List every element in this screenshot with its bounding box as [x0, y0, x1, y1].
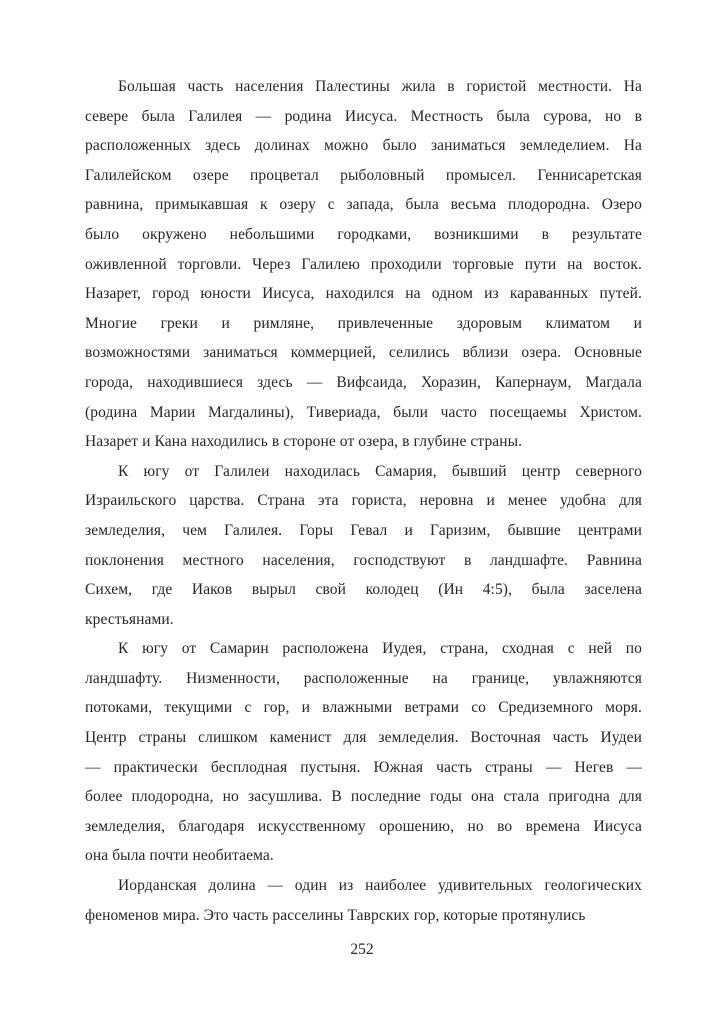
text-line: земледелия, чем Галилея. Горы Гевал и Гаризим, бывшие центрами [85, 521, 642, 539]
paragraph [85, 871, 642, 930]
text-line: Многие греки и римляне, привлеченные здоровым климатом и [85, 314, 642, 332]
text-line: было окружено небольшими городками, возникшими в результате [85, 225, 642, 243]
text-line: земледелия, благодаря искусственному орошению, но во времена Иисуса [85, 817, 642, 835]
text-line: равнина, примыкавшая к озеру с запада, была весьма плодородна. Озеро [85, 196, 642, 214]
text-line: Большая часть населения Палестины жила в гористой местности. На [118, 78, 642, 95]
page-number: 252 [350, 941, 374, 958]
text-line: севере была Галилея — родина Иисуса. Местность была сурова, но в [85, 107, 642, 125]
text-line: — практически бесплодная пустыня. Южная часть страны — Негев — [85, 758, 642, 776]
paragraph [85, 634, 642, 871]
text-line: Иорданская долина — один из наиболее удивительных геологических [118, 877, 642, 895]
text-line: К югу от Самарин расположена Иудея, страна, сходная с ней по [118, 640, 642, 658]
text-line: возможностями заниматься коммерцией, селились вблизи озера. Основные [85, 344, 642, 362]
text-line: города, находившиеся здесь — Вифсаида, Хоразин, Капернаум, Магдала [85, 373, 642, 391]
text-line: Галилейском озере процветал рыболовный промысел. Геннисаретская [85, 166, 642, 184]
text-line: поклонения местного населения, господствуют в ландшафте. Равнина [85, 551, 642, 569]
text-block [85, 72, 642, 930]
text-line: Назарет, город юности Иисуса, находился на одном из караванных путей. [85, 285, 642, 303]
text-line: Центр страны слишком каменист для земледелия. Восточная часть Иудеи [85, 729, 642, 747]
text-line: К югу от Галилеи находилась Самария, бывший центр северного [118, 462, 642, 480]
text-line: оживленной торговли. Через Галилею проходили торговые пути на восток. [85, 255, 642, 273]
text-line: более плодородна, но засушлива. В последние годы она стала пригодна для [85, 788, 642, 806]
text-line: крестьянами. [85, 610, 174, 628]
paragraph [85, 457, 642, 635]
text-line: ландшафту. Низменности, расположенные на границе, увлажняются [85, 669, 642, 687]
text-line: потоками, текущими с гор, и влажными ветрами со Средиземного моря. [85, 699, 642, 717]
text-line: она была почти необитаема. [85, 847, 274, 865]
text-line: расположенных здесь долинах можно было заниматься земледелием. На [85, 137, 642, 155]
text-line: Сихем, где Иаков вырыл свой колодец (Ин 4:5), была заселена [85, 581, 642, 599]
paragraph [85, 72, 642, 457]
text-line: Израильского царства. Страна эта гориста, неровна и менее удобна для [85, 492, 642, 510]
text-line: Назарет и Кана находились в стороне от озера, в глубине страны. [85, 433, 523, 451]
text-line: феноменов мира. Это часть расселины Таврских гор, которые протянулись [85, 906, 586, 924]
text-line: (родина Марии Магдалины), Тивериада, были часто посещаемы Христом. [85, 403, 642, 421]
